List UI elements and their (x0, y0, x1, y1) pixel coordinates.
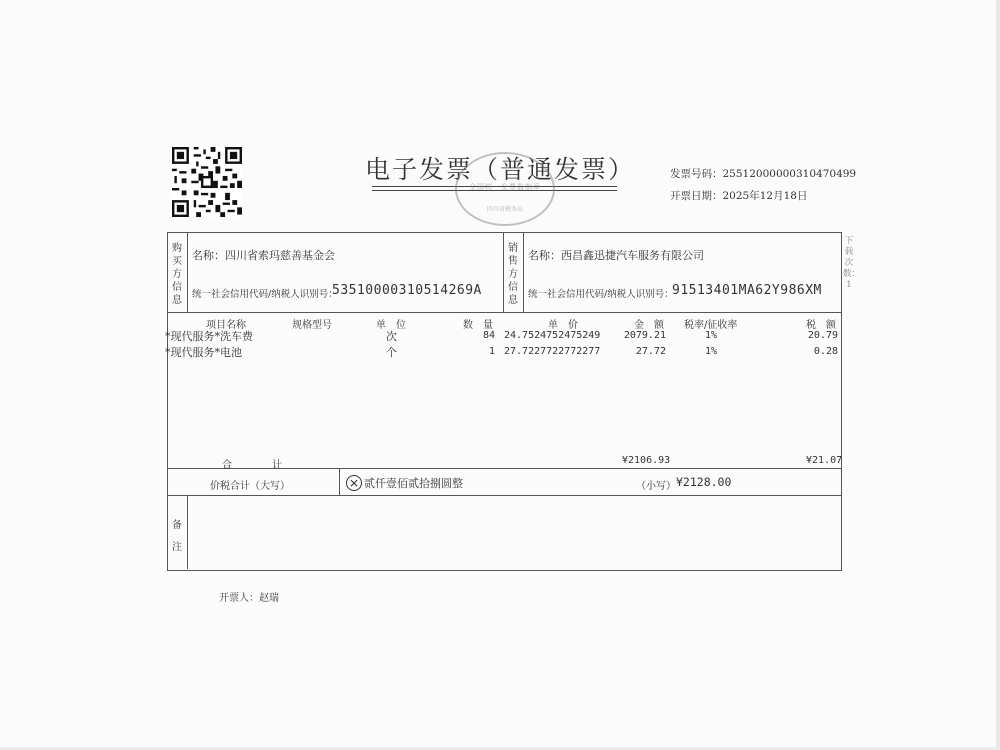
header-price: 单 价 (548, 320, 578, 331)
row-qty: 1 (488, 346, 495, 357)
seller-name (528, 247, 704, 263)
invoice-date (670, 188, 807, 203)
divider (339, 468, 340, 495)
divider (503, 232, 504, 312)
invoice-number-value: 25512000000310470499 (722, 168, 857, 180)
buyer-name (192, 247, 335, 263)
seller-tax-label: 统一社会信用代码/纳税人识别号： (528, 289, 674, 300)
row-unit-price: 24.7524752475249 (504, 330, 601, 341)
buyer-tax-id: 53510000310514269A (332, 283, 482, 298)
row-unit-price: 27.7227722772277 (504, 346, 601, 357)
total-amount: ¥2106.93 (622, 455, 671, 466)
page-edge (996, 0, 1000, 750)
buyer-tax-label: 统一社会信用代码/纳税人识别号： (192, 289, 338, 300)
remarks-label: 备 注 (172, 520, 182, 553)
close-circle-icon: × (346, 475, 362, 491)
divider (523, 232, 524, 312)
invoice-number-label: 发票号码： (670, 168, 723, 180)
row-item-name: *现代服务*洗车费 (165, 330, 253, 343)
row-amount: 27.72 (635, 346, 666, 357)
seller-name-value: 西昌鑫迅捷汽车服务有限公司 (561, 249, 704, 262)
row-tax-rate: 1% (705, 330, 718, 341)
header-unit: 单 位 (376, 320, 406, 331)
divider (167, 495, 841, 496)
divider (187, 495, 188, 569)
invoice-number (670, 166, 856, 181)
row-item-name: *现代服务*电池 (165, 346, 242, 359)
issuer (219, 589, 279, 604)
download-count-note: 下载次数：1 (843, 236, 861, 290)
header-spec: 规格型号 (292, 320, 332, 331)
divider (187, 232, 188, 312)
row-qty: 84 (482, 330, 495, 341)
row-unit: 次 (386, 330, 397, 343)
qr-code-icon (172, 146, 242, 218)
header-qty: 数 量 (463, 320, 493, 331)
header-tax: 税 额 (806, 320, 836, 331)
total-tax: ¥21.07 (806, 455, 843, 466)
row-tax: 20.79 (807, 330, 838, 341)
total-label: 合 计 (222, 460, 282, 471)
seller-name-label: 名称： (528, 249, 561, 262)
issuer-name: 赵瑞 (259, 593, 279, 604)
divider (167, 312, 841, 313)
invoice-date-value: 2025年12月18日 (722, 190, 808, 202)
buyer-name-value: 四川省索玛慈善基金会 (225, 249, 335, 262)
seal-text: 全国统一发票监制章 (469, 183, 541, 191)
grand-total-label: 价税合计（大写） (210, 481, 290, 492)
row-unit: 个 (386, 346, 397, 359)
seal-bottom-text: 四川省税务局 (486, 206, 523, 213)
header-item-name: 项目名称 (206, 320, 246, 331)
buyer-section-label: 购 买 方 信 息 (172, 243, 182, 306)
grand-total-small-value: ¥2128.00 (676, 475, 732, 489)
row-amount: 2079.21 (623, 330, 666, 341)
buyer-name-label: 名称： (192, 249, 225, 262)
row-tax-rate: 1% (705, 346, 718, 357)
issuer-label: 开票人： (219, 593, 259, 604)
seller-section-label: 销 售 方 信 息 (508, 243, 518, 306)
header-tax-rate: 税率/征收率 (684, 320, 738, 331)
row-tax: 0.28 (813, 346, 838, 357)
official-seal (455, 152, 555, 226)
invoice-date-label: 开票日期： (670, 190, 723, 202)
header-amount: 金 额 (634, 320, 664, 331)
grand-total-in-words: 贰仟壹佰贰拾捌圆整 (364, 477, 463, 490)
seller-tax-id: 91513401MA62Y986XM (672, 283, 822, 298)
grand-total-small-label: （小写） (636, 481, 676, 492)
page-title: 电子发票（普通发票） (364, 155, 635, 184)
